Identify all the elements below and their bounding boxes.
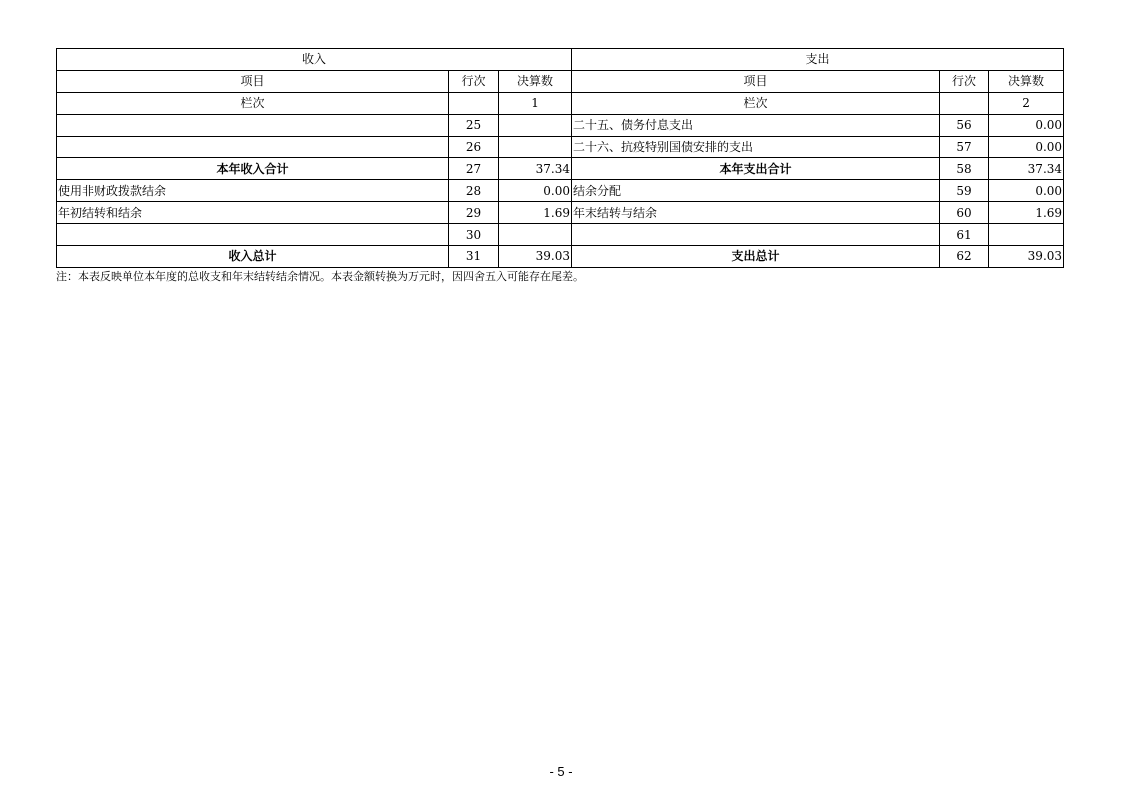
expense-column-number: 2 [989, 92, 1064, 114]
page-number: - 5 - [549, 764, 573, 779]
expense-row-cell: 58 [940, 158, 989, 180]
table-row [57, 180, 1064, 202]
income-item-cell [57, 114, 449, 136]
expense-amount-cell: 39.03 [989, 246, 1064, 268]
income-expense-table [56, 48, 1064, 268]
income-row-cell: 29 [449, 202, 499, 224]
expense-lanci-label: 栏次 [572, 92, 940, 114]
income-section-header: 收入 [57, 49, 572, 71]
income-row-cell: 30 [449, 224, 499, 246]
income-amount-cell: 0.00 [499, 180, 572, 202]
expense-row-cell: 61 [940, 224, 989, 246]
income-lanci-blank [449, 92, 499, 114]
income-amount-cell: 39.03 [499, 246, 572, 268]
expense-amount-cell [989, 224, 1064, 246]
expense-row-header: 行次 [940, 70, 989, 92]
table-row [57, 202, 1064, 224]
expense-row-cell: 56 [940, 114, 989, 136]
expense-row-cell: 59 [940, 180, 989, 202]
income-item-cell: 使用非财政拨款结余 [57, 180, 449, 202]
expense-amount-cell: 0.00 [989, 136, 1064, 158]
section-header-row [57, 49, 1064, 71]
expense-lanci-blank [940, 92, 989, 114]
income-amount-cell [499, 224, 572, 246]
income-amount-header: 决算数 [499, 70, 572, 92]
expense-item-cell: 结余分配 [572, 180, 940, 202]
table-row-subtotal [57, 158, 1064, 180]
income-row-cell: 27 [449, 158, 499, 180]
income-row-cell: 26 [449, 136, 499, 158]
expense-item-cell: 二十五、债务付息支出 [572, 114, 940, 136]
table-row [57, 114, 1064, 136]
expense-item-header: 项目 [572, 70, 940, 92]
expense-total-label: 支出总计 [572, 246, 940, 268]
expense-item-cell: 二十六、抗疫特别国债安排的支出 [572, 136, 940, 158]
expense-amount-cell: 37.34 [989, 158, 1064, 180]
income-amount-cell: 1.69 [499, 202, 572, 224]
expense-section-header: 支出 [572, 49, 1064, 71]
table-row [57, 136, 1064, 158]
table-row-total [57, 246, 1064, 268]
expense-item-cell: 年末结转与结余 [572, 202, 940, 224]
income-amount-cell: 37.34 [499, 158, 572, 180]
income-row-cell: 28 [449, 180, 499, 202]
column-number-row [57, 92, 1064, 114]
expense-subtotal-label: 本年支出合计 [572, 158, 940, 180]
expense-row-cell: 62 [940, 246, 989, 268]
expense-amount-cell: 1.69 [989, 202, 1064, 224]
income-lanci-label: 栏次 [57, 92, 449, 114]
income-item-header: 项目 [57, 70, 449, 92]
income-item-cell [57, 224, 449, 246]
income-amount-cell [499, 114, 572, 136]
expense-item-cell [572, 224, 940, 246]
column-header-row [57, 70, 1064, 92]
income-item-cell [57, 136, 449, 158]
expense-row-cell: 57 [940, 136, 989, 158]
expense-amount-cell: 0.00 [989, 114, 1064, 136]
income-amount-cell [499, 136, 572, 158]
expense-amount-cell: 0.00 [989, 180, 1064, 202]
income-item-cell: 年初结转和结余 [57, 202, 449, 224]
expense-amount-header: 决算数 [989, 70, 1064, 92]
income-row-cell: 25 [449, 114, 499, 136]
table-footnote: 注：本表反映单位本年度的总收支和年末结转结余情况。本表金额转换为万元时，因四舍五入可能存在尾差。 [56, 270, 584, 283]
income-row-header: 行次 [449, 70, 499, 92]
income-subtotal-label: 本年收入合计 [57, 158, 449, 180]
table-row [57, 224, 1064, 246]
expense-row-cell: 60 [940, 202, 989, 224]
income-column-number: 1 [499, 92, 572, 114]
income-total-label: 收入总计 [57, 246, 449, 268]
income-row-cell: 31 [449, 246, 499, 268]
